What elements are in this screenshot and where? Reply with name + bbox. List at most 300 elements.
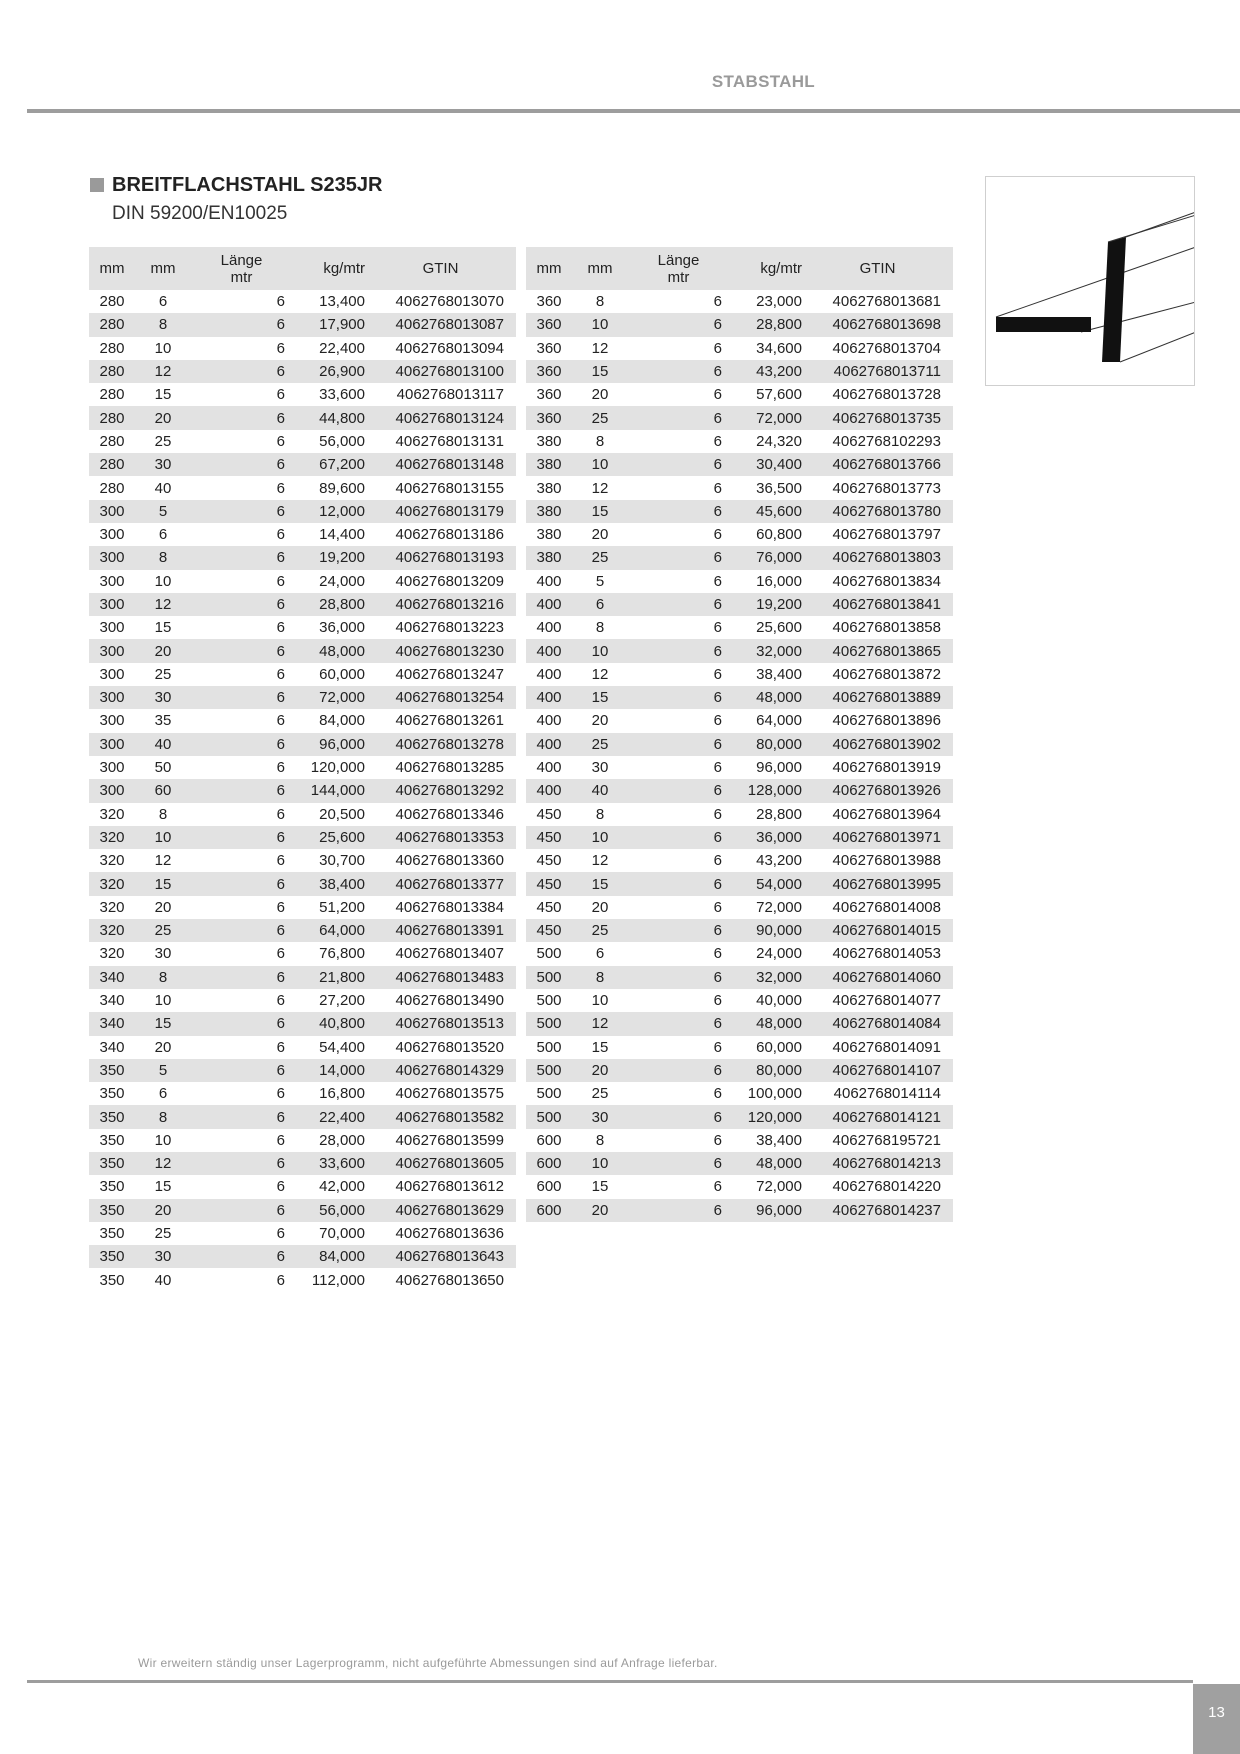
cell-weight: 112,000 (311, 1271, 365, 1289)
table-row (526, 663, 953, 686)
cell-weight: 16,000 (756, 572, 802, 590)
cell-length: 6 (628, 966, 729, 989)
cell-length: 6 (713, 293, 722, 311)
cell-width: 400 (526, 686, 572, 709)
cell-thickness: 12 (135, 593, 191, 616)
cell-thickness: 10 (572, 1152, 628, 1175)
cell-width: 350 (99, 1271, 125, 1289)
cell-length: 6 (276, 1225, 285, 1243)
cell-gtin: 4062768013643 (365, 1245, 516, 1268)
table-row (89, 406, 516, 429)
cell-weight: 26,900 (292, 360, 365, 383)
section-subtitle: DIN 59200/EN10025 (112, 203, 288, 224)
cell-gtin: 4062768013353 (365, 826, 516, 849)
cell-length: 6 (191, 1059, 292, 1082)
cell-weight: 14,400 (319, 526, 365, 544)
table-row (526, 803, 953, 826)
table-row (526, 1012, 953, 1035)
cell-weight: 96,000 (756, 759, 802, 777)
header-divider (27, 109, 1240, 113)
footer-divider (27, 1680, 1193, 1683)
table-row (89, 1175, 516, 1198)
cell-thickness: 25 (154, 665, 172, 683)
table-row (526, 639, 953, 662)
cell-thickness: 10 (154, 339, 172, 357)
cell-thickness: 6 (158, 526, 168, 544)
cell-thickness: 40 (154, 1271, 172, 1289)
cell-width: 280 (99, 479, 125, 497)
cell-length: 6 (191, 1105, 292, 1128)
table-row (89, 430, 516, 453)
table-row (89, 826, 516, 849)
cell-thickness: 15 (572, 686, 628, 709)
cell-weight: 72,000 (729, 406, 802, 429)
table-row (526, 1199, 953, 1222)
cell-width: 360 (536, 339, 562, 357)
cell-width: 500 (536, 1038, 562, 1056)
cell-length: 6 (191, 966, 292, 989)
cell-thickness: 50 (154, 759, 172, 777)
cell-gtin: 4062768013254 (365, 686, 516, 709)
cell-width: 380 (536, 526, 562, 544)
cell-weight: 60,000 (319, 665, 365, 683)
cell-weight: 48,000 (729, 1152, 802, 1175)
cell-weight: 42,000 (319, 1178, 365, 1196)
table-row (526, 1175, 953, 1198)
cell-thickness: 8 (595, 805, 605, 823)
cell-length: 6 (628, 686, 729, 709)
cell-thickness: 10 (154, 1131, 172, 1149)
table-row (526, 1129, 953, 1152)
col-header-thickness: mm (135, 247, 191, 290)
cell-thickness: 15 (135, 872, 191, 895)
cell-gtin: 4062768013223 (395, 619, 504, 637)
cell-thickness: 20 (572, 1199, 628, 1222)
cell-width: 280 (89, 313, 135, 336)
cell-thickness: 40 (154, 479, 172, 497)
cell-gtin: 4062768195721 (832, 1131, 941, 1149)
cell-gtin: 4062768013520 (395, 1038, 504, 1056)
cell-length: 6 (713, 526, 722, 544)
cell-width: 350 (89, 1059, 135, 1082)
cell-length: 6 (713, 665, 722, 683)
cell-gtin: 4062768013995 (802, 872, 953, 895)
cell-width: 400 (536, 572, 562, 590)
cell-width: 300 (89, 593, 135, 616)
cell-gtin: 4062768014008 (832, 898, 941, 916)
cell-weight: 64,000 (292, 919, 365, 942)
cell-gtin: 4062768013261 (395, 712, 504, 730)
cell-width: 320 (89, 826, 135, 849)
cell-weight: 25,600 (756, 619, 802, 637)
cell-gtin: 4062768013735 (802, 406, 953, 429)
table-row (89, 337, 516, 360)
cell-width: 350 (89, 1105, 135, 1128)
cell-gtin: 4062768013155 (395, 479, 504, 497)
cell-thickness: 10 (572, 453, 628, 476)
cell-gtin: 4062768014121 (802, 1105, 953, 1128)
table-row (526, 872, 953, 895)
cell-weight: 72,000 (756, 898, 802, 916)
cell-width: 320 (99, 898, 125, 916)
cell-width: 350 (99, 1178, 125, 1196)
cell-width: 400 (526, 733, 572, 756)
cell-weight: 48,000 (729, 686, 802, 709)
cell-thickness: 12 (135, 1152, 191, 1175)
cell-weight: 27,200 (319, 992, 365, 1010)
cell-width: 320 (89, 919, 135, 942)
cell-gtin: 4062768014237 (802, 1199, 953, 1222)
cell-gtin: 4062768013377 (365, 872, 516, 895)
cell-thickness: 10 (572, 826, 628, 849)
cell-width: 300 (89, 639, 135, 662)
cell-thickness: 30 (135, 453, 191, 476)
cell-weight: 33,600 (319, 386, 365, 404)
cell-weight: 24,000 (319, 572, 365, 590)
cell-width: 300 (89, 779, 135, 802)
cell-weight: 43,200 (729, 360, 802, 383)
table-row (526, 523, 953, 546)
table-row (526, 290, 953, 313)
cell-length: 6 (628, 826, 729, 849)
cell-gtin: 4062768102293 (832, 432, 941, 450)
cell-weight: 54,400 (319, 1038, 365, 1056)
cell-gtin: 4062768013988 (832, 852, 941, 870)
cell-thickness: 5 (135, 500, 191, 523)
cell-thickness: 8 (572, 966, 628, 989)
cell-gtin: 4062768013490 (395, 992, 504, 1010)
cell-weight: 36,500 (756, 479, 802, 497)
table-row (89, 733, 516, 756)
cell-weight: 16,800 (319, 1085, 365, 1103)
table-header-row (89, 247, 516, 290)
table-row (89, 313, 516, 336)
table-row (89, 360, 516, 383)
cell-weight: 17,900 (292, 313, 365, 336)
cell-thickness: 20 (135, 1199, 191, 1222)
table-row (526, 1082, 953, 1105)
cell-gtin: 4062768013278 (365, 733, 516, 756)
cell-thickness: 30 (572, 1105, 628, 1128)
cell-length: 6 (713, 712, 722, 730)
col-header-length: Länge mtr (191, 247, 292, 290)
cell-weight: 120,000 (729, 1105, 802, 1128)
cell-width: 300 (99, 572, 125, 590)
cell-gtin: 4062768013483 (365, 966, 516, 989)
cell-thickness: 10 (154, 572, 172, 590)
table-row (526, 383, 953, 406)
cell-weight: 60,000 (756, 1038, 802, 1056)
col-header-gtin: GTIN (802, 247, 953, 290)
cell-gtin: 4062768013681 (832, 293, 941, 311)
cell-weight: 84,000 (319, 712, 365, 730)
col-header-weight: kg/mtr (729, 247, 802, 290)
cell-length: 6 (713, 945, 722, 963)
cell-thickness: 40 (135, 733, 191, 756)
cell-gtin: 4062768013247 (395, 665, 504, 683)
cell-thickness: 8 (158, 805, 168, 823)
cell-weight: 144,000 (292, 779, 365, 802)
cell-width: 350 (89, 1152, 135, 1175)
steel-table-left-body (89, 290, 516, 1292)
cell-length: 6 (713, 339, 722, 357)
cell-width: 350 (99, 1225, 125, 1243)
cell-weight: 90,000 (729, 919, 802, 942)
cell-width: 300 (99, 665, 125, 683)
cell-thickness: 30 (135, 686, 191, 709)
cell-thickness: 25 (135, 919, 191, 942)
cell-gtin: 4062768013803 (802, 546, 953, 569)
cell-weight: 43,200 (756, 852, 802, 870)
cell-width: 320 (99, 852, 125, 870)
page-header-title: STABSTAHL (711, 72, 815, 91)
table-row (526, 616, 953, 639)
cell-width: 380 (536, 479, 562, 497)
cell-gtin: 4062768013117 (396, 386, 504, 404)
table-row (89, 1268, 516, 1291)
table-row (89, 942, 516, 965)
cell-gtin: 4062768013902 (802, 733, 953, 756)
table-row (526, 709, 953, 732)
cell-thickness: 15 (572, 360, 628, 383)
cell-weight: 48,000 (729, 1012, 802, 1035)
cell-width: 300 (99, 759, 125, 777)
cell-width: 400 (526, 593, 572, 616)
cell-length: 6 (276, 1085, 285, 1103)
cell-width: 450 (526, 919, 572, 942)
table-row (89, 1082, 516, 1105)
cell-thickness: 30 (591, 759, 609, 777)
cell-length: 6 (191, 406, 292, 429)
cell-gtin: 4062768013179 (365, 500, 516, 523)
cell-width: 450 (536, 805, 562, 823)
cell-length: 6 (628, 453, 729, 476)
footer-note: Wir erweitern ständig unser Lagerprogramm, nicht aufgeführte Abmessungen sind auf Anfrage lieferbar. (138, 1656, 718, 1670)
cell-length: 6 (713, 852, 722, 870)
table-row (89, 639, 516, 662)
cell-length: 6 (628, 872, 729, 895)
cell-width: 600 (536, 1131, 562, 1149)
cell-weight: 89,600 (319, 479, 365, 497)
cell-length: 6 (191, 313, 292, 336)
cell-thickness: 10 (154, 992, 172, 1010)
col-header-gtin: GTIN (365, 247, 516, 290)
cell-weight: 80,000 (729, 733, 802, 756)
cell-width: 340 (99, 992, 125, 1010)
cell-weight: 96,000 (292, 733, 365, 756)
cell-thickness: 15 (154, 619, 172, 637)
cell-gtin: 4062768014220 (832, 1178, 941, 1196)
cell-gtin: 4062768013148 (365, 453, 516, 476)
cell-gtin: 4062768013797 (832, 526, 941, 544)
table-row (89, 1059, 516, 1082)
cell-gtin: 4062768014015 (802, 919, 953, 942)
cell-thickness: 8 (135, 1105, 191, 1128)
cell-length: 6 (191, 919, 292, 942)
cell-gtin: 4062768013186 (395, 526, 504, 544)
cell-gtin: 4062768013964 (832, 805, 941, 823)
cell-gtin: 4062768014060 (802, 966, 953, 989)
cell-length: 6 (713, 1038, 722, 1056)
col-header-weight: kg/mtr (292, 247, 365, 290)
cell-thickness: 8 (595, 293, 605, 311)
cell-width: 500 (536, 1085, 562, 1103)
cell-weight: 22,400 (319, 339, 365, 357)
table-row (526, 1059, 953, 1082)
cell-gtin: 4062768013131 (395, 432, 504, 450)
cell-weight: 24,000 (756, 945, 802, 963)
cell-weight: 70,000 (319, 1225, 365, 1243)
cell-length: 6 (628, 779, 729, 802)
cell-width: 320 (99, 805, 125, 823)
cell-length: 6 (276, 432, 285, 450)
cell-thickness: 8 (595, 1131, 605, 1149)
cell-weight: 13,400 (319, 293, 365, 311)
table-row (526, 779, 953, 802)
cell-gtin: 4062768013896 (832, 712, 941, 730)
cell-gtin: 4062768013292 (365, 779, 516, 802)
cell-length: 6 (191, 872, 292, 895)
cell-weight: 45,600 (729, 500, 802, 523)
table-row (526, 546, 953, 569)
cell-width: 360 (526, 313, 572, 336)
table-row (89, 1129, 516, 1152)
cell-width: 500 (526, 1012, 572, 1035)
table-row (526, 942, 953, 965)
cell-length: 6 (628, 1152, 729, 1175)
table-row (89, 803, 516, 826)
cell-weight: 96,000 (729, 1199, 802, 1222)
cell-length: 6 (628, 919, 729, 942)
cell-weight: 120,000 (310, 759, 365, 777)
cell-thickness: 5 (595, 572, 605, 590)
cell-width: 360 (526, 406, 572, 429)
cell-weight: 40,000 (756, 992, 802, 1010)
cell-thickness: 10 (572, 639, 628, 662)
cell-thickness: 12 (135, 360, 191, 383)
table-row (526, 500, 953, 523)
cell-thickness: 20 (572, 1059, 628, 1082)
table-row (89, 500, 516, 523)
table-row (89, 1222, 516, 1245)
cell-weight: 30,400 (729, 453, 802, 476)
cell-weight: 76,800 (319, 945, 365, 963)
cell-weight: 80,000 (729, 1059, 802, 1082)
cell-gtin: 4062768013209 (395, 572, 504, 590)
cell-length: 6 (628, 1059, 729, 1082)
table-row (89, 756, 516, 779)
cell-width: 400 (526, 639, 572, 662)
cell-thickness: 8 (595, 432, 605, 450)
cell-weight: 22,400 (292, 1105, 365, 1128)
cell-width: 350 (89, 1245, 135, 1268)
cell-gtin: 4062768013384 (395, 898, 504, 916)
table-row (89, 383, 516, 406)
cell-width: 300 (89, 686, 135, 709)
cell-thickness: 25 (154, 1225, 172, 1243)
table-row (526, 756, 953, 779)
cell-weight: 54,000 (729, 872, 802, 895)
cell-gtin: 4062768014114 (833, 1085, 941, 1103)
cell-thickness: 15 (154, 386, 172, 404)
cell-width: 300 (89, 733, 135, 756)
cell-length: 6 (713, 898, 722, 916)
table-row (526, 686, 953, 709)
cell-width: 600 (536, 1178, 562, 1196)
table-row (89, 453, 516, 476)
cell-length: 6 (713, 386, 722, 404)
cell-width: 280 (89, 453, 135, 476)
cell-length: 6 (276, 479, 285, 497)
cell-gtin: 4062768013070 (395, 293, 504, 311)
cell-thickness: 5 (135, 1059, 191, 1082)
cell-weight: 32,000 (729, 639, 802, 662)
table-row (89, 872, 516, 895)
cell-width: 500 (536, 992, 562, 1010)
cell-gtin: 4062768013629 (365, 1199, 516, 1222)
cell-gtin: 4062768014091 (832, 1038, 941, 1056)
cell-gtin: 4062768013704 (832, 339, 941, 357)
cell-weight: 28,000 (319, 1131, 365, 1149)
cell-length: 6 (191, 546, 292, 569)
table-row (526, 1152, 953, 1175)
table-row (89, 1245, 516, 1268)
cell-length: 6 (628, 1012, 729, 1035)
cell-width: 300 (99, 712, 125, 730)
cell-width: 400 (536, 712, 562, 730)
table-row (526, 966, 953, 989)
cell-length: 6 (276, 293, 285, 311)
table-row (526, 849, 953, 872)
cell-weight: 100,000 (747, 1085, 802, 1103)
cell-gtin: 4062768013780 (802, 500, 953, 523)
cell-weight: 72,000 (756, 1178, 802, 1196)
cell-width: 360 (536, 293, 562, 311)
cell-thickness: 20 (135, 639, 191, 662)
cell-width: 380 (536, 432, 562, 450)
page-number: 13 (1193, 1684, 1240, 1754)
col-header-length: Länge mtr (628, 247, 729, 290)
cell-gtin: 4062768013711 (802, 360, 953, 383)
cell-length: 6 (628, 593, 729, 616)
cell-width: 600 (526, 1199, 572, 1222)
table-row (89, 849, 516, 872)
cell-length: 6 (191, 453, 292, 476)
cell-gtin: 4062768013919 (832, 759, 941, 777)
table-row (526, 406, 953, 429)
cell-length: 6 (713, 619, 722, 637)
cell-width: 320 (89, 872, 135, 895)
cell-thickness: 15 (572, 872, 628, 895)
table-row (526, 313, 953, 336)
cell-thickness: 35 (154, 712, 172, 730)
cell-width: 450 (526, 872, 572, 895)
cell-length: 6 (628, 1105, 729, 1128)
cell-thickness: 12 (154, 852, 172, 870)
cell-weight: 38,400 (292, 872, 365, 895)
cell-width: 280 (99, 293, 125, 311)
cell-width: 280 (89, 360, 135, 383)
steel-table-right-body (526, 290, 953, 1222)
cell-thickness: 25 (572, 406, 628, 429)
cell-length: 6 (276, 805, 285, 823)
cell-width: 280 (99, 386, 125, 404)
cell-thickness: 12 (572, 1012, 628, 1035)
cell-gtin: 4062768013346 (395, 805, 504, 823)
cell-weight: 76,000 (729, 546, 802, 569)
cell-gtin: 4062768013841 (802, 593, 953, 616)
cell-weight: 34,600 (756, 339, 802, 357)
